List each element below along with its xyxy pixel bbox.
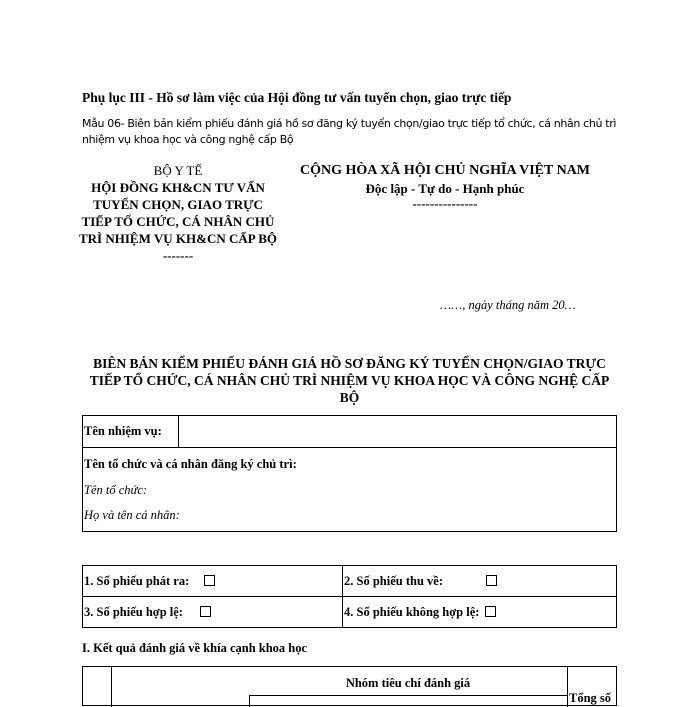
- table-divider: [249, 695, 567, 696]
- ballots-issued-cell: [83, 566, 343, 597]
- ballots-collected-checkbox[interactable]: [486, 575, 497, 586]
- valid-ballots-cell: [83, 597, 343, 627]
- appendix-title: Phụ lục III - Hồ sơ làm việc của Hội đồng tư vấn tuyển chọn, giao trực tiếp: [82, 90, 512, 105]
- criteria-group-header: Nhóm tiêu chí đánh giá: [345, 676, 471, 690]
- table-divider: [249, 695, 250, 707]
- form-description: Mẫu 06- Biên bản kiểm phiếu đánh giá hồ sơ đăng ký tuyển chọn/giao trực tiếp tổ chức, cá nhân chủ trì nhiệm vụ khoa học và công nghệ cấp Bộ: [82, 117, 617, 146]
- mission-row: [83, 416, 616, 448]
- invalid-ballots-checkbox[interactable]: [485, 606, 496, 617]
- ballots-issued-label: 1. Số phiếu phát ra:: [84, 574, 190, 588]
- section-heading: I. Kết quả đánh giá về khía cạnh khoa học: [82, 641, 308, 655]
- table-divider: [567, 667, 568, 707]
- valid-ballots-label: 3. Số phiếu hợp lệ:: [84, 605, 183, 619]
- ballots-collected-cell: [343, 566, 616, 597]
- person-name-label: Họ và tên cá nhân:: [84, 508, 180, 522]
- ballot-count-table: [82, 565, 617, 628]
- registrant-label: Tên tổ chức và cá nhân đăng ký chủ trì:: [84, 457, 297, 471]
- header-left-separator: -------: [162, 248, 194, 263]
- invalid-ballots-label: 4. Số phiếu không hợp lệ:: [344, 605, 480, 619]
- valid-ballots-checkbox[interactable]: [200, 606, 211, 617]
- header-right-separator: ---------------: [412, 196, 478, 211]
- national-header: [290, 162, 600, 211]
- mission-label: Tên nhiệm vụ:: [83, 416, 179, 447]
- council-name: HỘI ĐỒNG KH&CN TƯ VẤN TUYỂN CHỌN, GIAO TRỰC TIẾP TỔ CHỨC, CÁ NHÂN CHỦ TRÌ NHIỆM VỤ KH&CN CẤP BỘ: [78, 180, 278, 246]
- issuing-authority-header: [78, 162, 278, 264]
- ministry-name: BỘ Y TẾ: [153, 163, 203, 178]
- invalid-ballots-cell: [343, 597, 616, 627]
- scientific-results-table: [82, 666, 617, 706]
- country-name: CỘNG HÒA XÃ HỘI CHỦ NGHĨA VIỆT NAM: [299, 163, 590, 178]
- ballots-issued-checkbox[interactable]: [204, 575, 215, 586]
- mission-info-table: [82, 415, 617, 532]
- table-divider: [111, 667, 112, 707]
- ballots-collected-label: 2. Số phiếu thu về:: [344, 574, 443, 588]
- document-title: BIÊN BẢN KIỂM PHIẾU ĐÁNH GIÁ HỒ SƠ ĐĂNG KÝ TUYỂN CHỌN/GIAO TRỰC TIẾP TỔ CHỨC, CÁ NHÂN CHỦ TRÌ NHIỆM VỤ KHOA HỌC VÀ CÔNG NGHỆ CẤP BỘ: [89, 356, 610, 405]
- national-motto: Độc lập - Tự do - Hạnh phúc: [365, 181, 525, 196]
- date-line: ……, ngày tháng năm 20…: [440, 298, 576, 312]
- total-header: Tổng số: [569, 691, 612, 705]
- organization-label: Tên tổ chức:: [84, 483, 148, 497]
